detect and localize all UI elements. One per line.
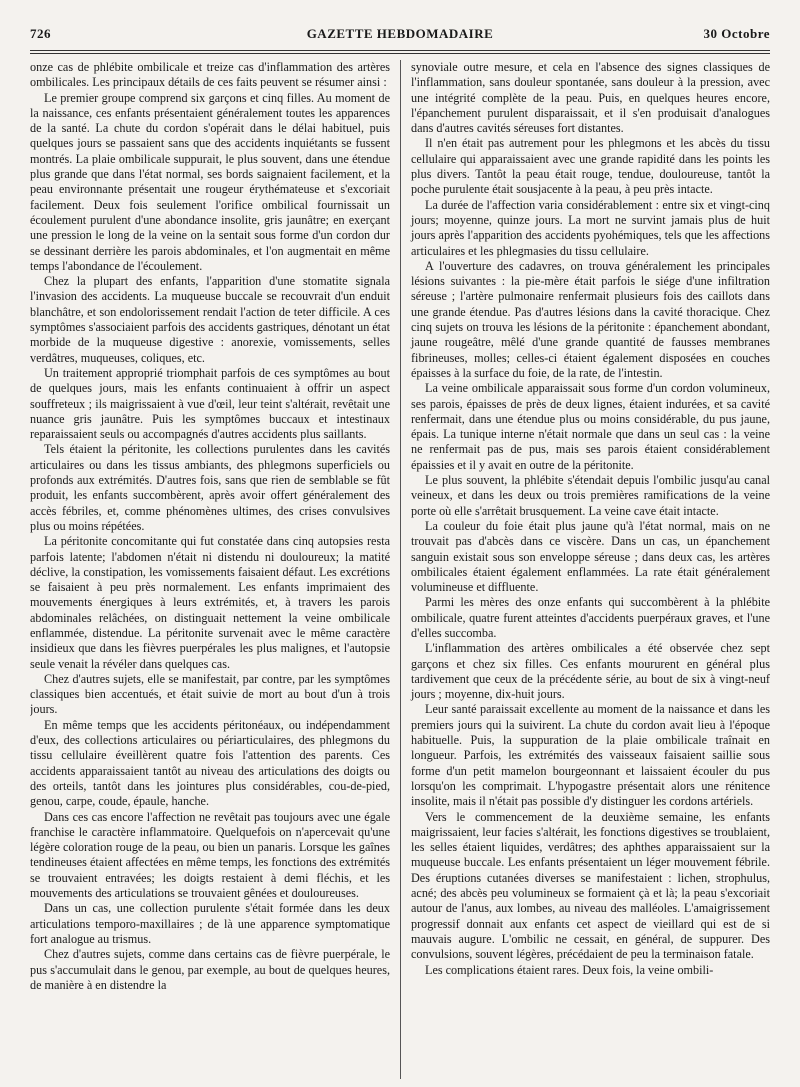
paragraph: Un traitement approprié triomphait parfois de ces symptômes au bout de quelques jours, mais les enfants continuaient à offrir un aspect souffreteux ; ils maigrissaient à vue d'œil, leur teint s'altérait, revêtait une nuance gris jaunâtre. Puis les symptômes buccaux et intestinaux reparaissaient seuls ou accompagnés d'autres accidents plus saillants. <box>30 365 390 442</box>
paragraph: onze cas de phlébite ombilicale et treize cas d'inflammation des artères ombilicales. Les principaux détails de ces faits peuvent se résumer ainsi : <box>30 60 390 90</box>
paragraph: Dans ces cas encore l'affection ne revêtait pas toujours avec une égale franchise le caractère inflammatoire. Quelquefois on n'apercevait qu'une légère coloration rouge de la peau, ou bien un panaris. Lorsque les gaînes tendineuses étaient affectées en même temps, les fonctions des extrémités se trouvaient entravées; les doigts restaient à demi fléchis, et les mouvements des articulations se trouvaient gênées et douloureuses. <box>30 809 390 901</box>
paragraph: Chez d'autres sujets, elle se manifestait, par contre, par les symptômes classiques bien accentués, et était suivie de mort au bout d'un à trois jours. <box>30 671 390 717</box>
paragraph: Parmi les mères des onze enfants qui succombèrent à la phlébite ombilicale, quatre furent atteintes d'accidents puerpéraux graves, et l'une d'elles succomba. <box>411 595 770 640</box>
paragraph: En même temps que les accidents péritonéaux, ou indépendamment d'eux, des collections articulaires ou périarticulaires, des phlegmons du tissu cellulaire éveillèrent quatre fois l'attention des parents. Ces accidents apparaissaient tantôt au niveau des articulations des doigts ou des orteils, tantôt dans les jointures plus considérables, cou-de-pied, genou, carpe, coude, épaule, hanche. <box>30 717 390 809</box>
paragraph: La péritonite concomitante qui fut constatée dans cinq autopsies resta parfois latente; l'abdomen n'était ni distendu ni douloureux; la matité déclive, la constipation, les vomissements faisaient défaut. Les excrétions se faisaient à peu près normalement. Les enfants imprimaient des mouvements énergiques à leurs extrémités, et, à travers les parois abdominales relâchées, on distinguait nettement la veine ombilicale enflammée, distendue. La péritonite survenait avec le même caractère insidieux que dans les fièvres puerpérales les plus malignes, et l'autopsie seule venait la révéler dans quelques cas. <box>30 534 390 671</box>
paragraph: Chez d'autres sujets, comme dans certains cas de fièvre puerpérale, le pus s'accumulait dans le genou, par exemple, au bout de quelques heures, de manière à en distendre la <box>30 947 390 992</box>
paragraph: Vers le commencement de la deuxième semaine, les enfants maigrissaient, leur facies s'altérait, les fonctions digestives se troublaient, les selles étaient liquides, verdâtres; des aphthes apparaissaient sur la muqueuse buccale. Les enfants présentaient un léger mouvement fébrile. Des éruptions cutanées diverses se manifestaient : lichen, strophulus, acné; des abcès peu volumineux se formaient çà et là; la peau s'excoriait autour de l'anus, aux lombes, au niveau des malléoles. L'amaigrissement progressif donnait aux enfants cet aspect de vieillard qui est de si mauvais augure. L'ombilic ne cessait, en général, de suppurer. Des convulsions, souvent légères, précédaient de peu la terminaison fatale. <box>411 809 770 962</box>
page-header <box>30 26 770 46</box>
paragraph: La durée de l'affection varia considérablement : entre six et vingt-cinq jours; moyenne, quinze jours. La mort ne survint jamais plus de huit jours après l'apparition des accidents pyohémiques, tels que les affections articulaires et les phlegmasies du tissu cellulaire. <box>411 197 770 258</box>
paragraph: La couleur du foie était plus jaune qu'à l'état normal, mais on ne trouvait pas d'abcès dans ce viscère. Dans un cas, un épanchement sanguin existait sous son enveloppe séreuse ; dans deux cas, les artères ombilicales étaient également enflammées. La rate était généralement volumineuse et diffluente. <box>411 518 770 595</box>
paragraph: synoviale outre mesure, et cela en l'absence des signes classiques de l'inflammation, sans douleur spontanée, sans douleur à la pression, avec une intégrité complète de la peau. Puis, en quelques heures encore, l'épanchement purulent disparaissait, et il s'en produisait d'analogues dans d'autres cavités séreuses fort distantes. <box>411 60 770 136</box>
paragraph: A l'ouverture des cadavres, on trouva généralement les principales lésions suivantes : la pie-mère était parfois le siége d'une infiltration séreuse ; l'artère pulmonaire renfermait plusieurs fois des caillots dans une grande étendue. Pas d'autres lésions dans la cavité thoracique. Chez cinq sujets on trouva les lésions de la péritonite : épanchement abondant, jaune rougeâtre, mêlé d'une grande quantité de fausses membranes fibrineuses, molles; celles-ci étaient également disposées en couches épaisses à la surface du foie, de la rate, de l'intestin. <box>411 258 770 380</box>
paragraph: Leur santé paraissait excellente au moment de la naissance et dans les premiers jours qui la suivirent. La chute du cordon avait lieu à l'époque habituelle. Puis, la suppuration de la plaie ombilicale traînait en longueur. Parfois, les extrémités des vaisseaux faisaient saillie sous forme d'un petit mamelon bourgeonnant et laissaient écouler du pus lorsqu'on les comprimait. L'hypogastre présentait alors une rénitence insolite, mais il n'était pas possible d'y distinguer les cordons artériels. <box>411 702 770 809</box>
paragraph: Dans un cas, une collection purulente s'était formée dans les deux articulations temporo-maxillaires ; de là une apparence symptomatique fort analogue au trismus. <box>30 901 390 946</box>
page-number: 726 <box>30 26 51 41</box>
paragraph: Les complications étaient rares. Deux fois, la veine ombili- <box>425 962 714 977</box>
paragraph: Tels étaient la péritonite, les collections purulentes dans les cavités articulaires ou dans les tissus ambiants, des phlegmons superficiels ou profonds aux extrémités. D'autres fois, sans que rien de semblable se fût produit, les enfants succombèrent, après avoir offert généralement des accès fébriles, et, comme phénomènes ultimes, des crises convulsives plus ou moins répétées. <box>30 442 390 533</box>
right-column <box>400 60 770 1079</box>
paragraph: Il n'en était pas autrement pour les phlegmons et les abcès du tissu cellulaire qui apparaissaient avec une grande rapidité dans les points les plus divers. Tantôt la peau était rouge, tendue, douloureuse, tantôt la poche purulente était sousjacente à la peau, à peu près intacte. <box>411 136 770 197</box>
article-columns <box>30 60 770 1079</box>
paragraph: Le plus souvent, la phlébite s'étendait depuis l'ombilic jusqu'au canal veineux, et dans les deux ou trois premières ramifications de la veine porte où elle s'arrêtait brusquement. La veine cave était intacte. <box>411 473 770 518</box>
journal-title: GAZETTE HEBDOMADAIRE <box>306 26 494 41</box>
paragraph: Le premier groupe comprend six garçons et cinq filles. Au moment de la naissance, ces enfants présentaient généralement toutes les apparences de la santé. La chute du cordon s'opérait dans le délai habituel, puis quelques jours se passaient sans que des accidents inquiétants se fussent montrés. La plaie ombilicale suppurait, le plus souvent, dans une étendue plus grande que dans l'état normal, ses bords saignaient facilement, et la peau environnante présentait une rougeur érythémateuse et s'excoriait facilement. Deux fois seulement l'orifice ombilical fournissait un écoulement purulent d'une abondance insolite, gris jaunâtre; en exerçant une pression le long de la veine on la sentait sous forme d'un cordon dur se dessinant derrière les parois abdominales, et l'on augmentait en même temps l'abondance de l'écoulement. <box>30 90 390 273</box>
left-column <box>30 60 400 1079</box>
paragraph: Chez la plupart des enfants, l'apparition d'une stomatite signala l'invasion des accidents. La muqueuse buccale se recouvrait d'un enduit blanchâtre, et son endolorissement rendait l'action de teter difficile. A ces symptômes s'associaient parfois des accidents gastriques, dénotant un état morbide de la muqueuse digestive : anorexie, vomissements, selles verdâtres, muqueuses, coliques, etc. <box>30 274 390 365</box>
paragraph: L'inflammation des artères ombilicales a été observée chez sept garçons et chez six filles. Ces enfants moururent en général plus tardivement que ceux de la précédente série, au bout de six à vingt-neuf jours ; moyenne, dix-huit jours. <box>411 641 770 702</box>
issue-date: 30 Octobre <box>703 26 770 41</box>
header-rule <box>30 50 770 51</box>
paragraph: La veine ombilicale apparaissait sous forme d'un cordon volumineux, ses parois, épaisses de près de deux lignes, étaient indurées, et sa cavité renfermait, dans une étendue plus ou moins considérable, du pus jaune, épais. La tunique interne n'était normale que dans un seul cas : la veine ne renfermait pas de pus, mais ses parois étaient considérablement épaissies et il y avait en outre de la péritonite. <box>411 381 770 472</box>
header-rule-double <box>30 53 770 54</box>
